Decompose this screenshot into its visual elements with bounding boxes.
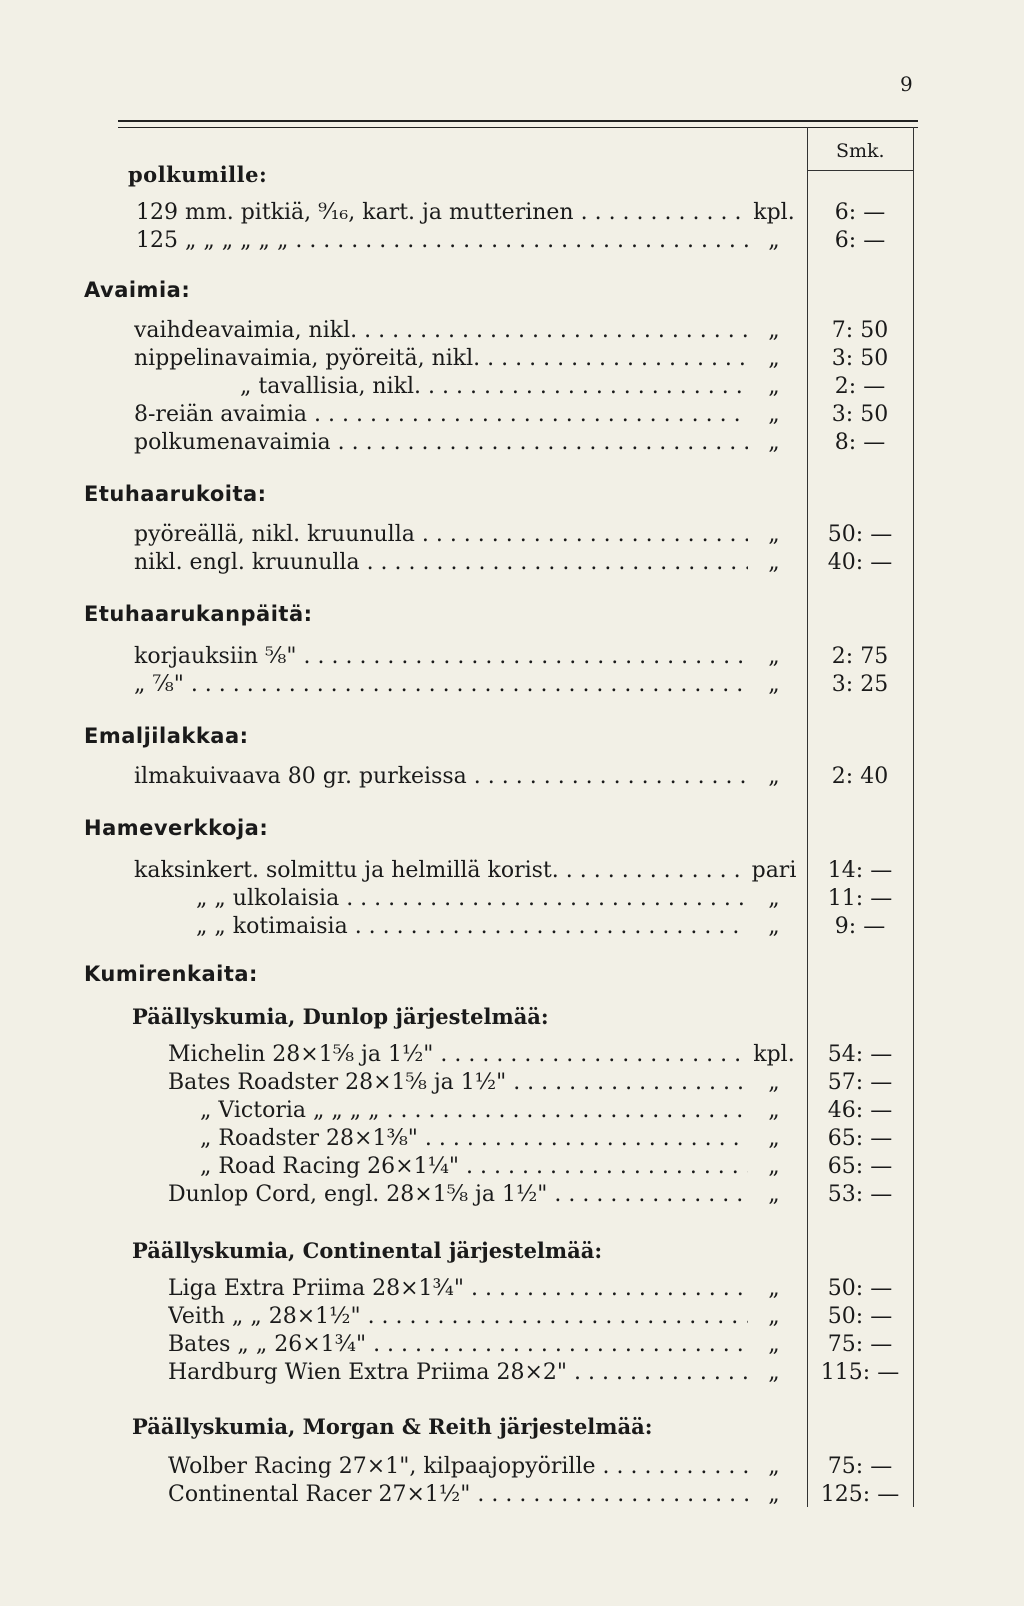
list-item: ilmakuivaava 80 gr. purkeissa . . . „ 2: 40 [0,764,1024,792]
list-item: Hardburg Wien Extra Priima 28×2" . . . „ 115: — [0,1360,1024,1388]
list-item: „ tavallisia, nikl. . . . „ 2: — [0,374,1024,402]
section-heading: Emaljilakkaa: [84,724,249,748]
top-rule-thin [118,127,918,128]
price-column-header: Smk. [836,140,885,162]
section-heading: Etuhaarukoita: [84,482,267,506]
list-item: „ Roadster 28×1³⁄₈" . . . „ 65: — [0,1126,1024,1154]
list-item: „ ⁷⁄₈" . . . „ 3: 25 [0,672,1024,700]
list-item: „ Road Racing 26×1¼" . . . „ 65: — [0,1154,1024,1182]
list-item: korjauksiin ⁵⁄₈" . . . „ 2: 75 [0,644,1024,672]
section-heading: Avaimia: [84,278,191,302]
list-item: Michelin 28×1⁵⁄₈ ja 1½" . . . kpl. 54: — [0,1042,1024,1070]
subsection-heading: Päällyskumia, Morgan & Reith järjestelmää: [132,1414,653,1439]
list-item: Dunlop Cord, engl. 28×1⁵⁄₈ ja 1½" . . . „ 53: — [0,1182,1024,1210]
section-heading: Etuhaarukanpäitä: [84,602,313,626]
list-item: Veith „ „ 28×1½" . . . „ 50: — [0,1304,1024,1332]
list-item: polkumenavaimia . . . „ 8: — [0,430,1024,458]
list-item: vaihdeavaimia, nikl. . . . „ 7: 50 [0,318,1024,346]
list-item: Continental Racer 27×1½" . . . „ 125: — [0,1482,1024,1510]
list-item: Liga Extra Priima 28×1¾" . . . „ 50: — [0,1276,1024,1304]
list-item: 8-reiän avaimia . . . „ 3: 50 [0,402,1024,430]
list-item: 129 mm. pitkiä, ⁹⁄₁₆, kart. ja mutterinen . . . kpl. 6: — [0,200,1024,228]
list-item: nippelinavaimia, pyöreitä, nikl. . . . „ 3: 50 [0,346,1024,374]
list-item: pyöreällä, nikl. kruunulla . . . „ 50: — [0,522,1024,550]
list-item: Bates „ „ 26×1¾" . . . „ 75: — [0,1332,1024,1360]
section-heading: polkumille: [128,162,268,187]
list-item: kaksinkert. solmittu ja helmillä korist. . . . pari 14: — [0,858,1024,886]
list-item: Wolber Racing 27×1", kilpaajopyörille . . . „ 75: — [0,1454,1024,1482]
list-item: 125 „ „ „ „ „ „ . . . „ 6: — [0,228,1024,256]
section-heading: Kumirenkaita: [84,962,258,986]
list-item: Bates Roadster 28×1⁵⁄₈ ja 1½" . . . „ 57: — [0,1070,1024,1098]
list-item: „ Victoria „ „ „ „ . . . „ 46: — [0,1098,1024,1126]
price-header-separator [807,170,913,171]
subsection-heading: Päällyskumia, Continental järjestelmää: [132,1238,603,1263]
section-heading: Hameverkkoja: [84,816,269,840]
page-number: 9 [900,72,913,96]
list-item: nikl. engl. kruunulla . . . „ 40: — [0,550,1024,578]
list-item: „ „ kotimaisia . . . „ 9: — [0,914,1024,942]
subsection-heading: Päällyskumia, Dunlop järjestelmää: [132,1004,549,1029]
top-rule [118,120,918,122]
list-item: „ „ ulkolaisia . . . „ 11: — [0,886,1024,914]
